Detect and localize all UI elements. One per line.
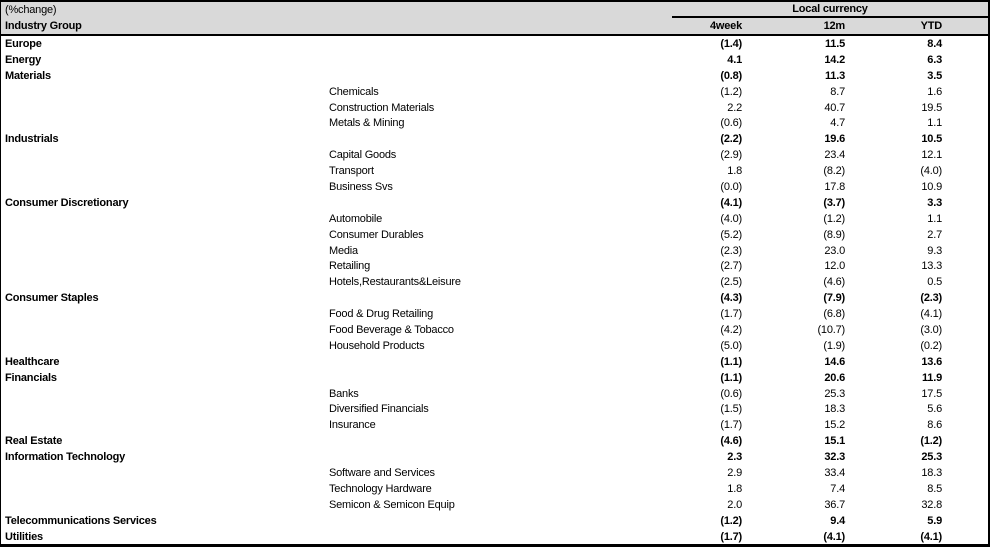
cell-12m: 19.6: [824, 133, 845, 146]
row-label: Business Svs: [329, 180, 393, 193]
row-label: Utilities: [5, 530, 43, 543]
row-label: Telecommunications Services: [5, 514, 157, 527]
cell-4week: 4.1: [727, 53, 742, 66]
cell-12m: 12.0: [824, 260, 845, 273]
cell-4week: (2.9): [720, 149, 742, 162]
cell-12m: 15.1: [824, 435, 845, 448]
row-label: Consumer Discretionary: [5, 196, 129, 209]
cell-12m: 17.8: [824, 180, 845, 193]
table-row: [1, 513, 988, 529]
cell-12m: 33.4: [824, 466, 845, 479]
cell-12m: 18.3: [824, 403, 845, 416]
cell-ytd: (0.2): [920, 339, 942, 352]
cell-12m: 11.3: [824, 69, 845, 82]
row-label: Automobile: [329, 212, 383, 225]
cell-12m: (10.7): [817, 323, 845, 336]
cell-ytd: (3.0): [920, 323, 942, 336]
cell-ytd: 12.1: [921, 149, 942, 162]
cell-4week: (0.6): [720, 387, 742, 400]
header-row-columns: [1, 18, 988, 34]
row-label: Food & Drug Retailing: [329, 308, 434, 321]
cell-12m: (6.8): [823, 308, 845, 321]
column-header-12m: 12m: [823, 20, 845, 32]
cell-ytd: 1.6: [927, 85, 942, 98]
cell-ytd: 1.1: [927, 212, 942, 225]
cell-12m: 11.5: [824, 37, 845, 50]
row-label: Energy: [5, 53, 42, 66]
cell-ytd: 8.5: [927, 482, 942, 495]
cell-4week: (1.4): [720, 37, 742, 50]
unit-label: (%change): [5, 4, 57, 16]
cell-ytd: (2.3): [920, 292, 942, 305]
header-row-group: [1, 2, 988, 18]
row-label: Household Products: [329, 339, 425, 352]
table-row: [1, 258, 988, 274]
table-row: [1, 195, 988, 211]
cell-4week: (5.0): [720, 339, 742, 352]
table-row: [1, 68, 988, 84]
row-label: Healthcare: [5, 355, 60, 368]
table-row: [1, 449, 988, 465]
column-header-4week: 4week: [709, 20, 742, 32]
table-row: [1, 370, 988, 386]
table-row: [1, 417, 988, 433]
cell-4week: (4.6): [720, 435, 742, 448]
table-row: [1, 354, 988, 370]
cell-4week: (0.8): [720, 69, 742, 82]
table-row: [1, 401, 988, 417]
table-row: [1, 52, 988, 68]
cell-4week: (4.0): [720, 212, 742, 225]
row-label: Media: [329, 244, 358, 257]
column-group-label: Local currency: [672, 2, 988, 18]
cell-4week: (4.1): [720, 196, 742, 209]
row-label: Consumer Staples: [5, 292, 99, 305]
cell-ytd: 3.3: [927, 196, 942, 209]
table-row: [1, 147, 988, 163]
row-label: Banks: [329, 387, 359, 400]
table-row: [1, 163, 988, 179]
cell-ytd: 19.5: [921, 101, 942, 114]
table-row: [1, 36, 988, 52]
cell-ytd: (4.0): [920, 165, 942, 178]
cell-4week: (1.7): [720, 530, 742, 543]
cell-4week: (1.7): [720, 419, 742, 432]
cell-12m: (4.6): [823, 276, 845, 289]
cell-4week: (1.5): [720, 403, 742, 416]
cell-ytd: 8.6: [927, 419, 942, 432]
table-row: [1, 115, 988, 131]
table-row: [1, 274, 988, 290]
cell-4week: 1.8: [727, 482, 742, 495]
cell-12m: 14.6: [824, 355, 845, 368]
cell-4week: (1.2): [720, 85, 742, 98]
cell-4week: (1.1): [720, 355, 742, 368]
cell-12m: 23.0: [824, 244, 845, 257]
column-header-ytd: YTD: [920, 20, 942, 32]
table-row: [1, 322, 988, 338]
cell-ytd: 5.6: [927, 403, 942, 416]
row-label: Financials: [5, 371, 57, 384]
cell-4week: 2.3: [727, 451, 742, 464]
cell-4week: (0.6): [720, 117, 742, 130]
table-row: [1, 386, 988, 402]
table-row: [1, 131, 988, 147]
table-row: [1, 306, 988, 322]
row-label: Diversified Financials: [329, 403, 429, 416]
cell-12m: (8.2): [823, 165, 845, 178]
table-row: [1, 179, 988, 195]
table-row: [1, 100, 988, 116]
cell-ytd: 32.8: [921, 498, 942, 511]
cell-12m: (7.9): [823, 292, 845, 305]
cell-ytd: 10.5: [921, 133, 942, 146]
cell-4week: (5.2): [720, 228, 742, 241]
table-header: [1, 2, 988, 36]
cell-4week: (2.5): [720, 276, 742, 289]
cell-ytd: 5.9: [927, 514, 942, 527]
row-header-label: Industry Group: [5, 20, 82, 32]
cell-ytd: 9.3: [927, 244, 942, 257]
row-label: Construction Materials: [329, 101, 435, 114]
cell-12m: 14.2: [824, 53, 845, 66]
table-row: [1, 529, 988, 544]
row-label: Information Technology: [5, 451, 126, 464]
row-label: Software and Services: [329, 466, 435, 479]
cell-4week: (1.2): [720, 514, 742, 527]
table-row: [1, 211, 988, 227]
cell-ytd: 0.5: [927, 276, 942, 289]
cell-12m: (4.1): [823, 530, 845, 543]
row-label: Materials: [5, 69, 51, 82]
cell-ytd: (1.2): [920, 435, 942, 448]
cell-12m: (1.2): [823, 212, 845, 225]
cell-12m: 40.7: [824, 101, 845, 114]
cell-4week: 2.0: [727, 498, 742, 511]
table-row: [1, 338, 988, 354]
cell-4week: 1.8: [727, 165, 742, 178]
cell-ytd: (4.1): [920, 530, 942, 543]
cell-4week: (0.0): [720, 180, 742, 193]
cell-ytd: 13.6: [921, 355, 942, 368]
cell-12m: 20.6: [824, 371, 845, 384]
cell-4week: 2.9: [727, 466, 742, 479]
table-row: [1, 465, 988, 481]
cell-4week: (2.2): [720, 133, 742, 146]
cell-12m: 15.2: [824, 419, 845, 432]
cell-4week: (2.7): [720, 260, 742, 273]
cell-4week: (1.7): [720, 308, 742, 321]
cell-12m: 32.3: [824, 451, 845, 464]
cell-ytd: (4.1): [920, 308, 942, 321]
row-label: Consumer Durables: [329, 228, 424, 241]
table-row: [1, 84, 988, 100]
table-row: [1, 243, 988, 259]
cell-4week: (2.3): [720, 244, 742, 257]
cell-12m: 7.4: [830, 482, 845, 495]
cell-12m: 36.7: [824, 498, 845, 511]
cell-12m: 23.4: [824, 149, 845, 162]
table-row: [1, 433, 988, 449]
row-label: Capital Goods: [329, 149, 397, 162]
cell-ytd: 25.3: [921, 451, 942, 464]
row-label: Food Beverage & Tobacco: [329, 323, 454, 336]
cell-12m: (3.7): [823, 196, 845, 209]
cell-ytd: 6.3: [927, 53, 942, 66]
cell-12m: 25.3: [824, 387, 845, 400]
row-label: Insurance: [329, 419, 376, 432]
row-label: Hotels,Restaurants&Leisure: [329, 276, 461, 289]
cell-ytd: 2.7: [927, 228, 942, 241]
row-label: Industrials: [5, 133, 59, 146]
cell-12m: 8.7: [830, 85, 845, 98]
row-label: Real Estate: [5, 435, 63, 448]
cell-ytd: 17.5: [921, 387, 942, 400]
table-row: [1, 227, 988, 243]
table-row: [1, 481, 988, 497]
row-label: Metals & Mining: [329, 117, 405, 130]
cell-4week: (4.3): [720, 292, 742, 305]
row-label: Semicon & Semicon Equip: [329, 498, 455, 511]
cell-12m: (1.9): [823, 339, 845, 352]
cell-4week: (1.1): [720, 371, 742, 384]
cell-4week: 2.2: [727, 101, 742, 114]
row-label: Europe: [5, 37, 42, 50]
table-row: [1, 290, 988, 306]
table-body: [1, 36, 988, 544]
cell-ytd: 18.3: [921, 466, 942, 479]
row-label: Retailing: [329, 260, 371, 273]
cell-ytd: 13.3: [921, 260, 942, 273]
cell-ytd: 10.9: [921, 180, 942, 193]
cell-ytd: 3.5: [927, 69, 942, 82]
cell-12m: 9.4: [830, 514, 845, 527]
cell-ytd: 1.1: [927, 117, 942, 130]
row-label: Chemicals: [329, 85, 379, 98]
cell-ytd: 8.4: [927, 37, 942, 50]
cell-12m: (8.9): [823, 228, 845, 241]
cell-4week: (4.2): [720, 323, 742, 336]
cell-ytd: 11.9: [921, 371, 942, 384]
cell-12m: 4.7: [830, 117, 845, 130]
row-label: Transport: [329, 165, 374, 178]
table-row: [1, 497, 988, 513]
row-label: Technology Hardware: [329, 482, 432, 495]
